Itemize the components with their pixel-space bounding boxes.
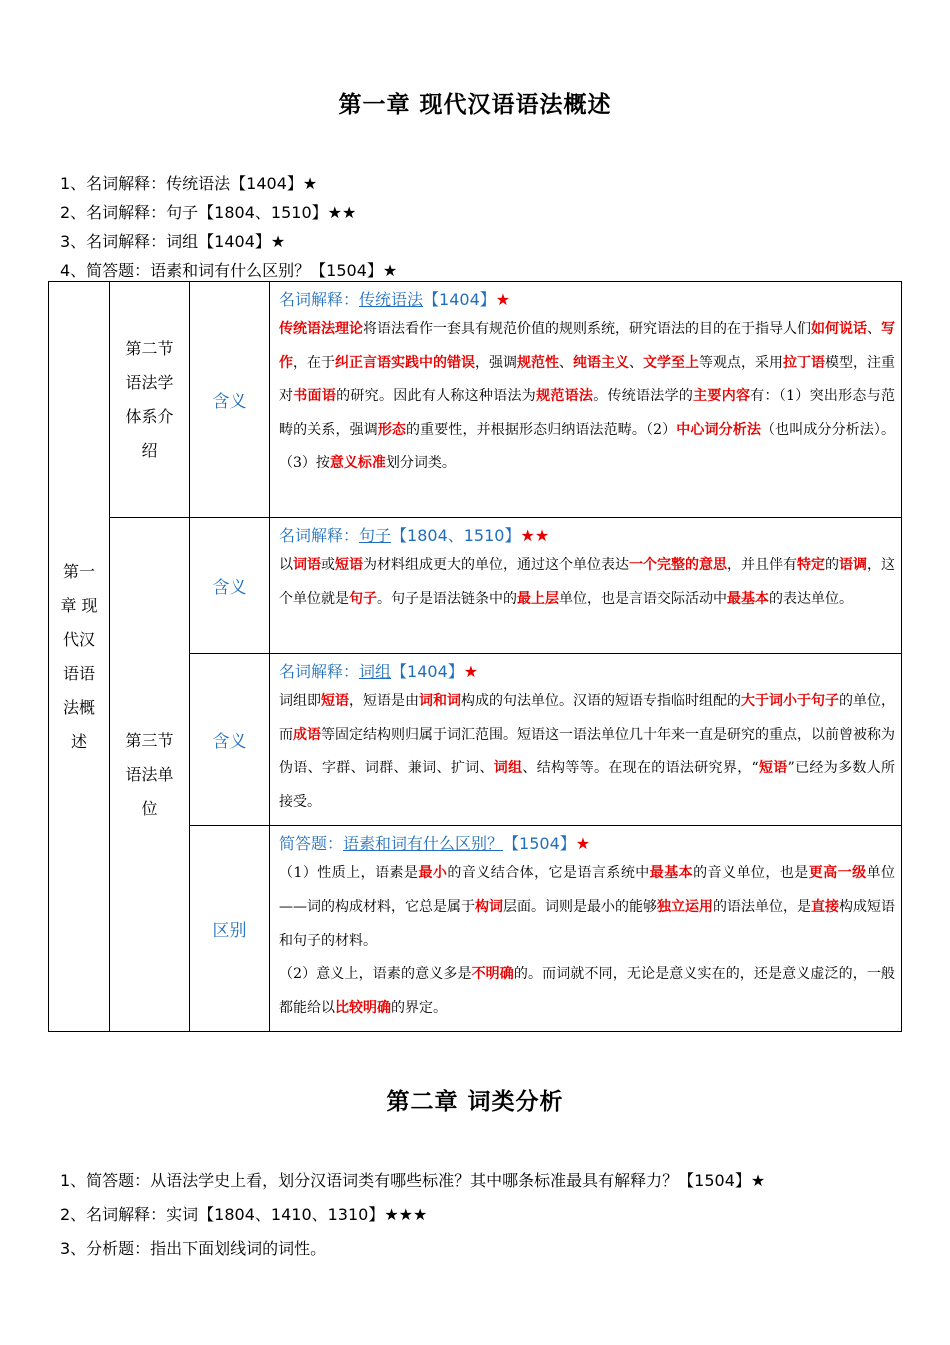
- keyword-highlight: 最基本: [649, 865, 694, 882]
- body-text: 的单位，而: [279, 693, 895, 743]
- row2-body: [279, 549, 895, 616]
- row1-content: [270, 282, 902, 518]
- body-text: 以: [279, 557, 293, 573]
- ch2-question-2: 2、名词解释：实词【1804、1410、1310】★★★: [60, 1205, 428, 1224]
- body-text: 构成的句法单位。汉语的短语专指临时组配的: [461, 693, 741, 709]
- body-text: 划分词类。: [385, 455, 456, 472]
- ch1-question-4: 4、简答题：语素和词有什么区别？【1504】★: [60, 261, 398, 280]
- star-icon: ★★: [520, 526, 550, 545]
- star-icon: ★: [575, 834, 591, 854]
- body-text: 、: [629, 354, 643, 371]
- keyword-highlight: 成语: [293, 726, 321, 743]
- body-text: 有：（1）突出形态与范畴的关系，强调: [279, 388, 895, 438]
- keyword-highlight: 词和词: [419, 693, 461, 709]
- body-text: 的语法单位，是: [713, 898, 811, 915]
- keyword-highlight: 如何说话: [811, 321, 867, 337]
- body-text: 、结构等等。在现在的语法研究界，“: [522, 760, 759, 777]
- body-text: 等观点，采用: [699, 354, 783, 371]
- body-text: ，并且伴有: [727, 557, 797, 573]
- row2-heading: 名词解释：句子【1804、1510】★★: [279, 526, 550, 545]
- keyword-highlight: 短语: [321, 693, 349, 709]
- ch2-question-3: 3、分析题：指出下面划线词的词性。: [60, 1239, 327, 1258]
- keyword-highlight: 句子: [349, 590, 377, 607]
- chapter1-table: [48, 281, 902, 1032]
- body-text: 。句子是语法链条中的: [377, 590, 517, 607]
- body-text: 的音义单位，也是: [693, 865, 809, 882]
- keyword-highlight: 最上层: [517, 590, 559, 607]
- keyword-highlight: 短语: [335, 557, 363, 573]
- body-text: ，强调: [475, 354, 517, 371]
- row2-label: 含义: [190, 518, 270, 654]
- keyword-highlight: 最小: [418, 865, 448, 882]
- keyword-highlight: 形态: [377, 421, 407, 438]
- body-text: 的音义结合体，它是语言系统中: [447, 865, 650, 882]
- row1-body: [279, 313, 895, 481]
- keyword-highlight: 中心词分析法: [676, 421, 761, 438]
- row4-para2: [279, 958, 895, 1025]
- keyword-highlight: 词语: [293, 557, 321, 573]
- keyword-highlight: 拉丁语: [783, 354, 825, 371]
- row1-heading: 名词解释：传统语法【1404】★: [279, 290, 511, 309]
- keyword-highlight: 写作: [279, 321, 895, 371]
- keyword-highlight: 语调: [839, 557, 867, 573]
- keyword-highlight: 纯语主义: [573, 354, 629, 371]
- keyword-highlight: 纠正言语实践中的错误: [335, 354, 475, 371]
- keyword-highlight: 不明确: [471, 966, 514, 983]
- row4-heading: 简答题：语素和词有什么区别？【1504】★: [279, 834, 591, 854]
- row2-content: [270, 518, 902, 654]
- body-text: 的重要性，并根据形态归纳语法范畴。（2）: [406, 421, 677, 438]
- keyword-highlight: 构词: [475, 898, 503, 915]
- body-text: 单位——词的构成材料，它总是属于: [279, 865, 896, 915]
- body-text: ，这个单位就是: [279, 557, 895, 607]
- row4-content: [270, 826, 902, 1032]
- keyword-highlight: 主要内容: [693, 388, 751, 405]
- keyword-highlight: 文学至上: [643, 354, 699, 371]
- keyword-highlight: 传统语法理论: [279, 321, 363, 337]
- row3-content: [270, 654, 902, 826]
- keyword-highlight: 规范性: [517, 354, 559, 371]
- row3-heading: 名词解释：词组【1404】★: [279, 662, 479, 681]
- body-text: 的研究。因此有人称这种语法为: [336, 388, 537, 405]
- keyword-highlight: 一个完整的意思: [629, 557, 727, 573]
- chapter2-title: 第二章 词类分析: [386, 1089, 564, 1115]
- row4-para1: [279, 857, 895, 958]
- keyword-highlight: 独立运用: [657, 898, 713, 915]
- body-text: 。传统语法学的: [593, 388, 694, 405]
- body-text: 的表达单位。: [769, 590, 853, 607]
- body-text: 构成短语和句子的材料。: [279, 898, 895, 949]
- body-text: 的。而词就不同，无论是意义实在的，还是意义虚泛的，一般都能给以: [279, 966, 895, 1016]
- body-text: 或: [321, 557, 335, 573]
- keyword-highlight: 规范语法: [536, 388, 594, 405]
- row3-label: 含义: [190, 654, 270, 826]
- body-text: 单位，也是言语交际活动中: [559, 590, 727, 607]
- keyword-highlight: 最基本: [727, 590, 769, 607]
- body-text: 词组即: [279, 693, 321, 709]
- body-text: 的界定。: [391, 999, 447, 1016]
- body-text: 、: [559, 354, 573, 371]
- row4-label: 区别: [190, 826, 270, 1032]
- body-text: 层面。词则是最小的能够: [503, 898, 657, 915]
- keyword-highlight: 直接: [811, 898, 839, 915]
- row1-label: 含义: [190, 282, 270, 518]
- keyword-highlight: 短语: [758, 760, 788, 777]
- body-text: （1）性质上，语素是: [279, 865, 419, 882]
- body-text: 等固定结构则归属于词汇范围。短语这一语法单位几十年来一直是研究的重点，以前曾被称为伪语、字群、词群、兼词、扩词、: [279, 726, 895, 777]
- ch2-question-1: 1、简答题：从语法学史上看，划分汉语词类有哪些标准？其中哪条标准最具有解释力？【1504】★: [60, 1171, 766, 1190]
- keyword-highlight: 特定: [797, 557, 825, 573]
- body-text: ”已经为多数人所接受。: [279, 760, 896, 810]
- body-text: 为材料组成更大的单位，通过这个单位表达: [363, 557, 629, 573]
- star-icon: ★: [495, 290, 511, 309]
- keyword-highlight: 词组: [493, 760, 523, 777]
- keyword-highlight: 比较明确: [335, 999, 391, 1016]
- chapter1-title: 第一章 现代汉语语法概述: [338, 92, 612, 118]
- body-text: 、: [867, 321, 881, 337]
- body-text: 的: [825, 557, 839, 573]
- body-text: ，短语是由: [349, 693, 419, 709]
- chapter-cell: 第一章 现代汉语语法概述: [49, 282, 110, 1032]
- body-text: ，在于: [293, 354, 335, 371]
- keyword-highlight: 更高一级: [808, 865, 867, 882]
- star-icon: ★: [463, 662, 479, 681]
- keyword-highlight: 意义标准: [329, 455, 386, 472]
- body-text: （也叫成分分析法）。（3）按: [279, 421, 896, 472]
- keyword-highlight: 大于词小于句子: [741, 693, 839, 709]
- section2-cell: 第二节语法学体系介绍: [110, 282, 190, 518]
- body-text: （2）意义上，语素的意义多是: [279, 966, 472, 983]
- section3-cell: 第三节语法单位: [110, 518, 190, 1032]
- ch1-question-1: 1、名词解释：传统语法【1404】★: [60, 174, 318, 193]
- ch1-question-3: 3、名词解释：词组【1404】★: [60, 232, 286, 251]
- body-text: 将语法看作一套具有规范价值的规则系统，研究语法的目的在于指导人们: [363, 321, 811, 337]
- keyword-highlight: 书面语: [293, 388, 337, 405]
- row3-body: [279, 685, 895, 819]
- body-text: 模型，注重对: [279, 354, 895, 405]
- ch1-question-2: 2、名词解释：句子【1804、1510】★★: [60, 203, 357, 222]
